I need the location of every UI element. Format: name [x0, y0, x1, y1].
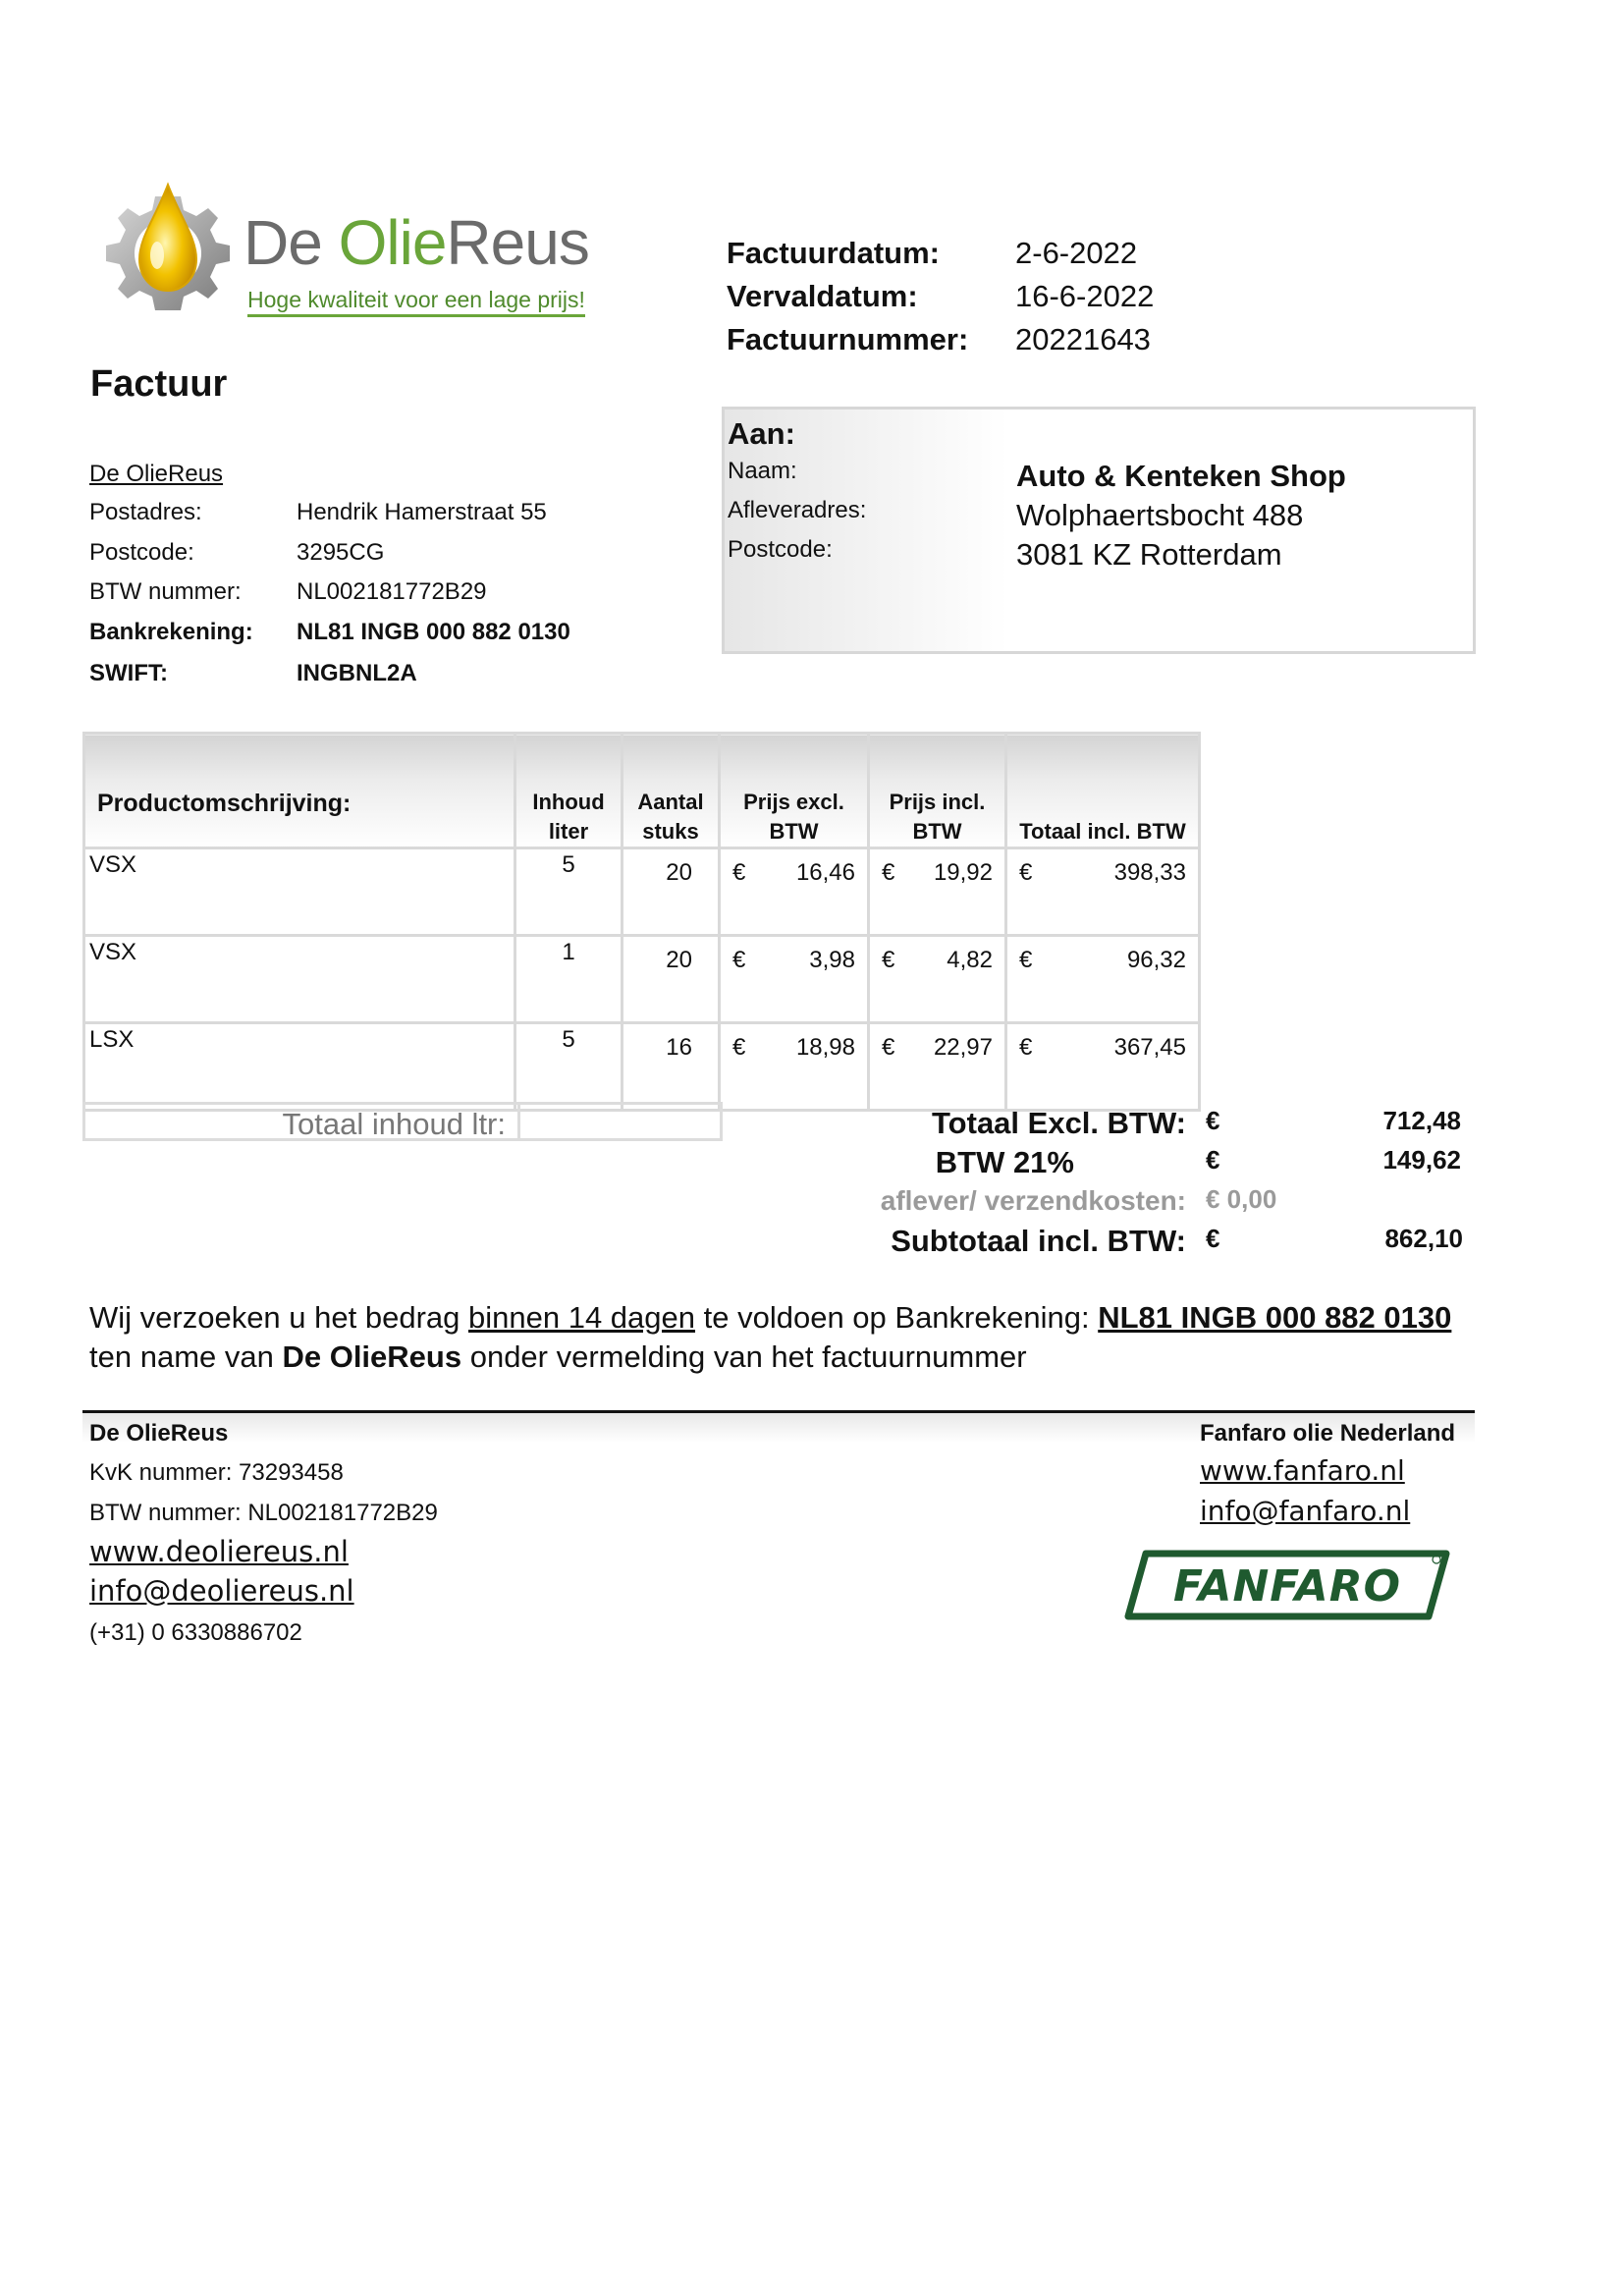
footer-partner-email-link[interactable]: info@fanfaro.nl	[1200, 1495, 1411, 1527]
cell-liter: 5	[515, 1023, 623, 1111]
sender-swift-label: SWIFT:	[89, 660, 168, 686]
shipping-value: € 0,00	[1206, 1184, 1277, 1214]
cell-totaal: € 398,33	[1006, 848, 1200, 936]
sender-name: De OlieReus	[89, 461, 224, 487]
document-title: Factuur	[90, 363, 228, 405]
header-prijs-incl: Prijs incl. BTW	[869, 734, 1006, 848]
gear-oil-drop-icon	[94, 179, 242, 326]
cell-liter: 5	[515, 848, 623, 936]
sender-postadres-label: Postadres:	[89, 499, 202, 525]
payment-instructions: Wij verzoeken u het bedrag binnen 14 dagen te voldoen op Bankrekening: NL81 INGB 000 882 0130 ten name van De OlieReus onder vermelding van het factuurnummer	[89, 1300, 1452, 1374]
recipient-box	[722, 407, 1476, 654]
sender-btw-label: BTW nummer:	[89, 578, 242, 605]
btw-label: BTW 21%	[935, 1145, 1074, 1179]
due-date-value: 16-6-2022	[1015, 279, 1155, 313]
header-prijs-excl: Prijs excl. BTW	[720, 734, 869, 848]
footer-email-link[interactable]: info@deoliereus.nl	[89, 1574, 354, 1608]
cell-stuks: 20	[623, 848, 720, 936]
table-row	[84, 848, 1200, 936]
cell-stuks: 20	[623, 936, 720, 1023]
fanfaro-logo-text: FANFARO	[1173, 1561, 1401, 1612]
sender-postcode-label: Postcode:	[89, 539, 194, 566]
subtotal-value: 862,10	[1384, 1224, 1463, 1253]
fanfaro-logo	[1122, 1550, 1452, 1620]
shipping-label: aflever/ verzendkosten:	[880, 1185, 1186, 1216]
logo-tagline: Hoge kwaliteit voor een lage prijs!	[247, 287, 585, 317]
sender-postadres-value: Hendrik Hamerstraat 55	[297, 499, 547, 525]
footer-btw: BTW nummer: NL002181772B29	[89, 1500, 438, 1526]
footer-kvk: KvK nummer: 73293458	[89, 1459, 344, 1486]
cell-totaal: € 96,32	[1006, 936, 1200, 1023]
recipient-postcode-label: Postcode:	[728, 536, 833, 563]
cell-prijs-incl: € 4,82	[869, 936, 1006, 1023]
sender-bank-label: Bankrekening:	[89, 619, 253, 645]
invoice-date-value: 2-6-2022	[1015, 236, 1138, 270]
footer-phone: (+31) 0 6330886702	[89, 1619, 302, 1646]
header-aantal: Aantal stuks	[623, 734, 720, 848]
recipient-heading: Aan:	[728, 416, 795, 451]
company-logo	[94, 179, 644, 326]
sender-swift-value: INGBNL2A	[297, 660, 417, 686]
cell-prijs-incl: € 22,97	[869, 1023, 1006, 1111]
recipient-postcode-value: 3081 KZ Rotterdam	[1016, 537, 1282, 572]
table-header-row	[84, 734, 1200, 848]
cell-prijs-excl: € 18,98	[720, 1023, 869, 1111]
total-volume-box	[82, 1102, 723, 1141]
subtotal-label: Subtotaal incl. BTW:	[891, 1224, 1186, 1258]
cell-prijs-excl: € 3,98	[720, 936, 869, 1023]
recipient-address-label: Afleveradres:	[728, 497, 867, 523]
recipient-address-value: Wolphaertsbocht 488	[1016, 498, 1304, 532]
sender-bank-value: NL81 INGB 000 882 0130	[297, 619, 570, 645]
total-excl-currency: €	[1206, 1106, 1220, 1135]
invoice-number-value: 20221643	[1015, 322, 1151, 356]
cell-liter: 1	[515, 936, 623, 1023]
sender-postcode-value: 3295CG	[297, 539, 385, 566]
cell-product: VSX	[84, 848, 515, 936]
total-volume-label: Totaal inhoud ltr:	[282, 1107, 506, 1141]
cell-prijs-excl: € 16,46	[720, 848, 869, 936]
logo-wordmark: De OlieReus	[244, 207, 589, 278]
cell-product: VSX	[84, 936, 515, 1023]
product-table	[82, 732, 1201, 1112]
sender-btw-value: NL002181772B29	[297, 578, 487, 605]
invoice-date-label: Factuurdatum:	[727, 236, 940, 270]
subtotal-currency: €	[1206, 1224, 1220, 1253]
footer-partner-company: Fanfaro olie Nederland	[1200, 1420, 1456, 1447]
footer-partner-website-link[interactable]: www.fanfaro.nl	[1200, 1454, 1405, 1487]
total-excl-label: Totaal Excl. BTW:	[932, 1106, 1186, 1140]
footer-website-link[interactable]: www.deoliereus.nl	[89, 1535, 349, 1568]
total-excl-value: 712,48	[1382, 1106, 1461, 1135]
due-date-label: Vervaldatum:	[727, 279, 918, 313]
btw-value: 149,62	[1382, 1145, 1461, 1175]
cell-totaal: € 367,45	[1006, 1023, 1200, 1111]
payment-iban: NL81 INGB 000 882 0130	[1098, 1300, 1452, 1335]
footer-company: De OlieReus	[89, 1420, 229, 1447]
total-volume-divider	[517, 1105, 520, 1138]
header-totaal: Totaal incl. BTW	[1006, 734, 1200, 848]
payment-term: binnen 14 dagen	[468, 1300, 696, 1335]
recipient-name-label: Naam:	[728, 458, 797, 484]
table-row	[84, 1023, 1200, 1111]
btw-currency: €	[1206, 1145, 1220, 1175]
header-inhoud: Inhoud liter	[515, 734, 623, 848]
cell-prijs-incl: € 19,92	[869, 848, 1006, 936]
cell-product: LSX	[84, 1023, 515, 1111]
table-row	[84, 936, 1200, 1023]
recipient-name-value: Auto & Kenteken Shop	[1016, 459, 1346, 493]
cell-stuks: 16	[623, 1023, 720, 1111]
header-product: Productomschrijving:	[84, 734, 515, 848]
invoice-number-label: Factuurnummer:	[727, 322, 969, 356]
